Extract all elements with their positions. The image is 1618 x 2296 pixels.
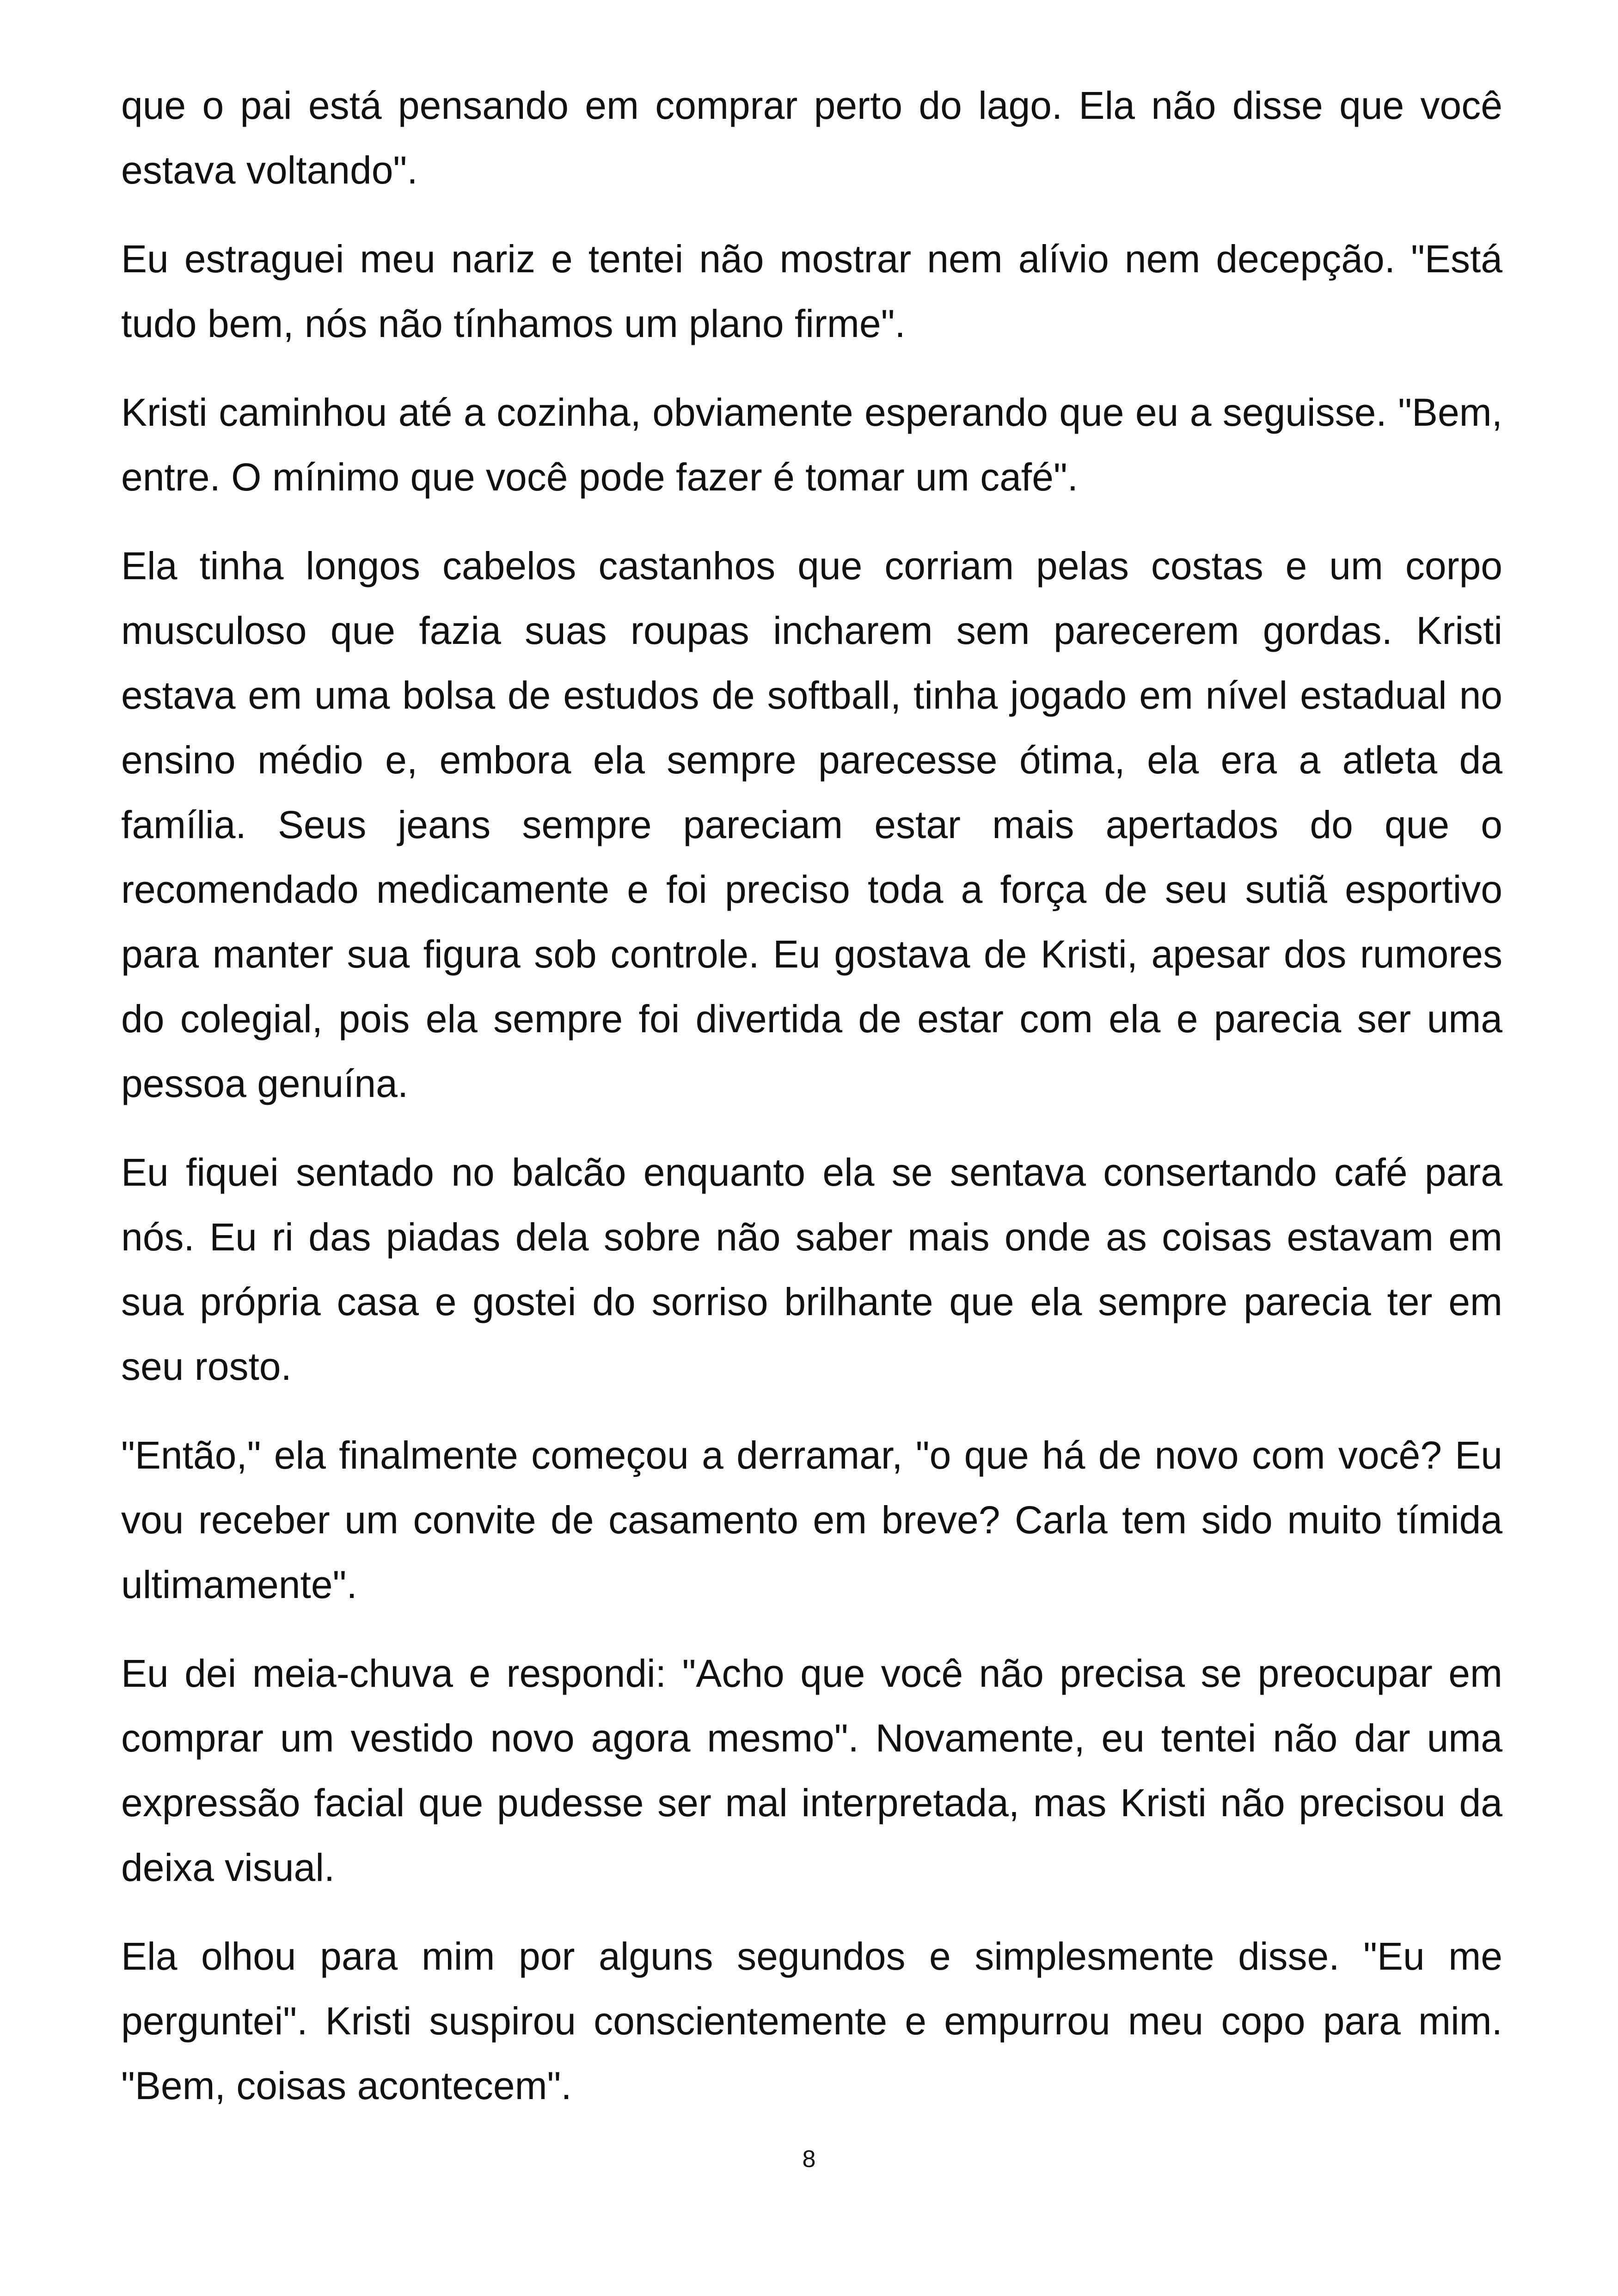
paragraph: Eu fiquei sentado no balcão enquanto ela se sentava consertando café para nós. Eu ri das piadas dela sobre não saber mais onde as coisas estavam em sua própria casa e gostei do sorriso brilhante que ela sempre parecia ter em seu rosto. bbox=[121, 1151, 1502, 1388]
paragraph: Ela tinha longos cabelos castanhos que corriam pelas costas e um corpo musculoso que fazia suas roupas incharem sem parecerem gordas. Kristi estava em uma bolsa de estudos de softball, tinha jogado em nível estadual no ensino médio e, embora ela sempre parecesse ótima, ela era a atleta da família. Seus jeans sempre pareciam estar mais apertados do que o recomendado medicamente e foi preciso toda a força de seu sutiã esportivo para manter sua figura sob controle. Eu gostava de Kristi, apesar dos rumores do colegial, pois ela sempre foi divertida de estar com ela e parecia ser uma pessoa genuína. bbox=[121, 544, 1502, 1105]
paragraph: que o pai está pensando em comprar perto do lago. Ela não disse que você estava voltando". bbox=[121, 84, 1502, 192]
body-text bbox=[121, 73, 1502, 2142]
paragraph: Eu dei meia-chuva e respondi: "Acho que você não precisa se preocupar em comprar um vestido novo agora mesmo". Novamente, eu tentei não dar uma expressão facial que pudesse ser mal interpretada, mas Kristi não precisou da deixa visual. bbox=[121, 1652, 1502, 1889]
paragraph: Eu estraguei meu nariz e tentei não mostrar nem alívio nem decepção. "Está tudo bem, nós não tínhamos um plano firme". bbox=[121, 237, 1502, 345]
page-number: 8 bbox=[802, 2146, 816, 2173]
paragraph: Ela olhou para mim por alguns segundos e simplesmente disse. "Eu me perguntei". Kristi suspirou conscientemente e empurrou meu copo para mim. "Bem, coisas acontecem". bbox=[121, 1935, 1502, 2107]
paragraph: Kristi caminhou até a cozinha, obviamente esperando que eu a seguisse. "Bem, entre. O mínimo que você pode fazer é tomar um café". bbox=[121, 391, 1502, 499]
paragraph: "Então," ela finalmente começou a derramar, "o que há de novo com você? Eu vou receber um convite de casamento em breve? Carla tem sido muito tímida ultimamente". bbox=[121, 1433, 1502, 1606]
